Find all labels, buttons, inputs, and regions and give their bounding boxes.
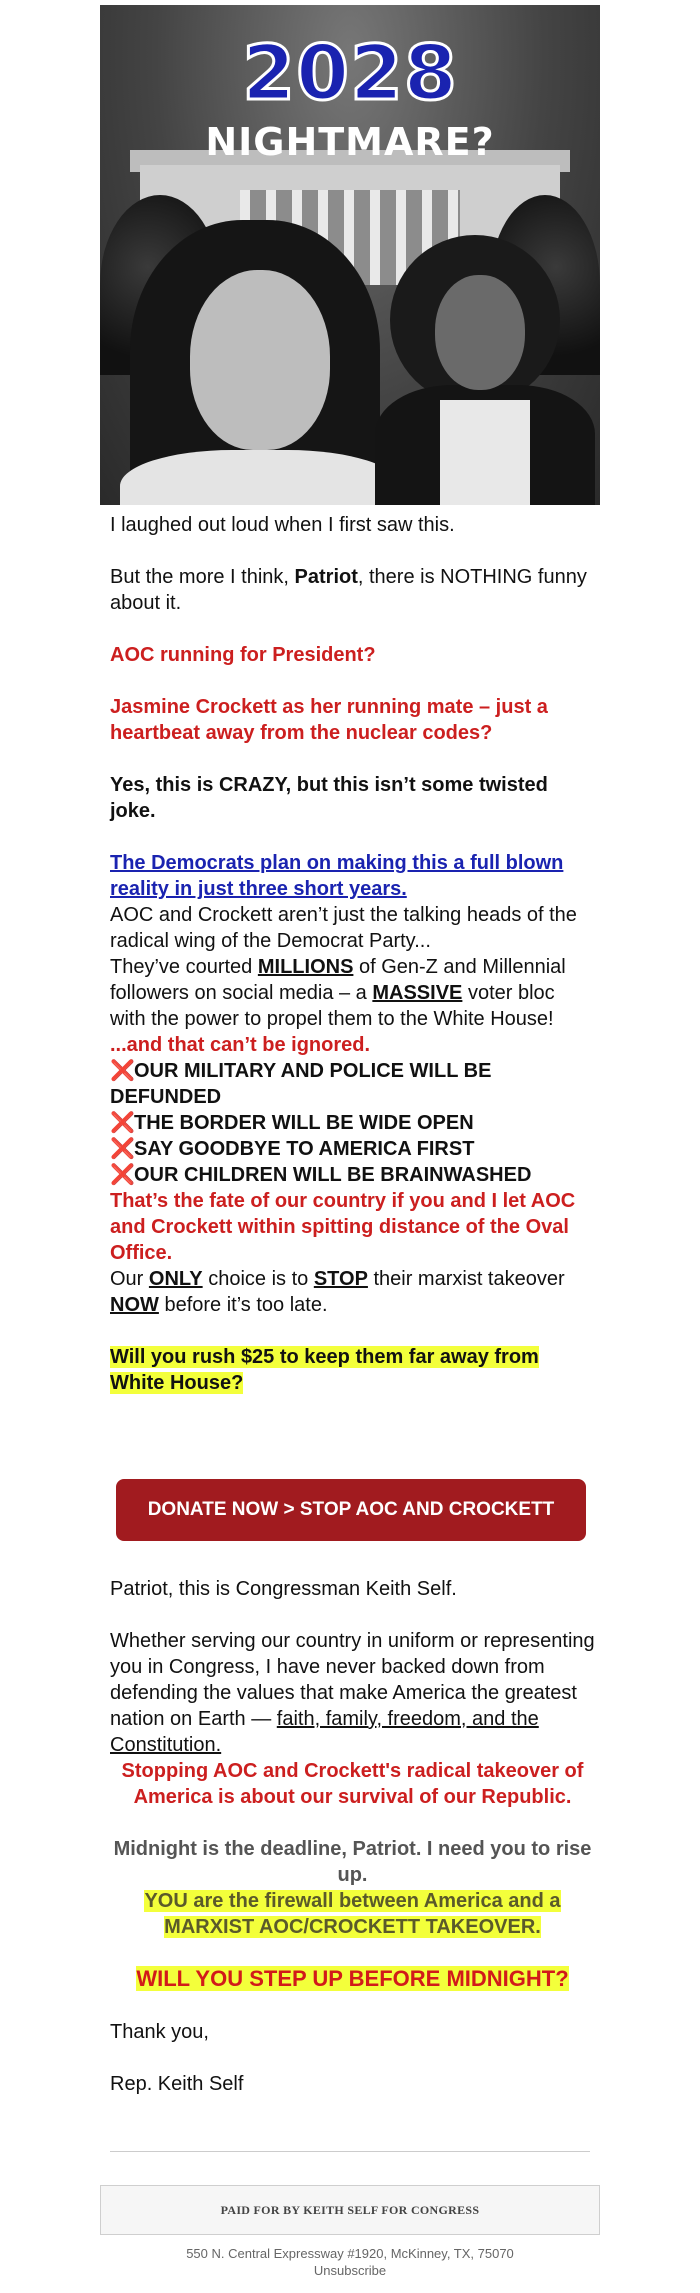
closing-body [110, 1576, 595, 2097]
red-fate: That’s the fate of our country if you and I let AOC and Crockett within spitting distance of the Oval Office. [110, 1190, 576, 1264]
red-survival: Stopping AOC and Crockett's radical takeover of America is about our survival of our Republic. [121, 1760, 584, 1808]
bullet-item: ❌THE BORDER WILL BE WIDE OPEN [110, 1112, 474, 1134]
closing-values: Whether serving our country in uniform or representing you in Congress, I have never backed down from defending the values that make America the greatest nation on Earth — faith, family, freedom, and the Constitution. [110, 1630, 595, 1756]
choice-text: Our ONLY choice is to STOP their marxist takeover NOW before it’s too late. [110, 1268, 565, 1316]
deadline-text: Midnight is the deadline, Patriot. I need you to rise up. [113, 1838, 592, 1886]
mailing-address: 550 N. Central Expressway #1920, McKinney, TX, 75070 [186, 2246, 514, 2261]
portrait-left [120, 220, 390, 505]
cross-mark-icon: ❌ [110, 1060, 135, 1082]
closing-intro: Patriot, this is Congressman Keith Self. [110, 1578, 457, 1600]
hero-title-word: NIGHTMARE? [205, 120, 495, 164]
signature: Rep. Keith Self [110, 2073, 244, 2095]
donation-ask: Will you rush $25 to keep them far away from White House? [110, 1346, 539, 1394]
plan-text-1: AOC and Crockett aren’t just the talking heads of the radical wing of the Democrat Party... [110, 904, 577, 952]
intro-text-2: But the more I think, Patriot, there is NOTHING funny about it. [110, 566, 587, 614]
thank-you: Thank you, [110, 2021, 209, 2043]
red-ignored: ...and that can’t be ignored. [110, 1034, 371, 1056]
red-headline-2: Jasmine Crockett as her running mate – just a heartbeat away from the nuclear codes? [110, 696, 548, 744]
bullet-item: ❌SAY GOODBYE TO AMERICA FIRST [110, 1138, 475, 1160]
portrait-right [365, 235, 600, 505]
hero-title-year: 2028 [242, 28, 458, 117]
plan-link[interactable]: The Democrats plan on making this a full blown reality in just three short years. [110, 852, 564, 900]
plan-text-2: They’ve courted MILLIONS of Gen-Z and Millennial followers on social media – a MASSIVE voter bloc with the power to propel them to the White House! [110, 956, 566, 1030]
donate-button[interactable]: DONATE NOW > STOP AOC AND CROCKETT [116, 1479, 586, 1541]
cross-mark-icon: ❌ [110, 1112, 135, 1134]
midnight-callout: WILL YOU STEP UP BEFORE MIDNIGHT? [136, 1966, 569, 1991]
paid-for-disclaimer: PAID FOR BY KEITH SELF FOR CONGRESS [100, 2185, 600, 2235]
cross-mark-icon: ❌ [110, 1138, 135, 1160]
plan-link-paragraph [110, 850, 595, 902]
email-body [110, 512, 595, 1396]
intro-text: I laughed out loud when I first saw this. [110, 514, 455, 536]
bullet-item: ❌OUR CHILDREN WILL BE BRAINWASHED [110, 1164, 532, 1186]
red-headline-1: AOC running for President? [110, 644, 376, 666]
bullet-item: ❌OUR MILITARY AND POLICE WILL BE DEFUNDED [110, 1060, 492, 1108]
cta-wrapper [116, 1479, 586, 1541]
hero-image [100, 5, 600, 505]
cross-mark-icon: ❌ [110, 1164, 135, 1186]
firewall-text: YOU are the firewall between America and a MARXIST AOC/CROCKETT TAKEOVER. [144, 1890, 561, 1938]
unsubscribe-link[interactable]: Unsubscribe [313, 2263, 387, 2278]
footer-divider [110, 2151, 590, 2152]
bold-statement: Yes, this is CRAZY, but this isn’t some twisted joke. [110, 774, 548, 822]
